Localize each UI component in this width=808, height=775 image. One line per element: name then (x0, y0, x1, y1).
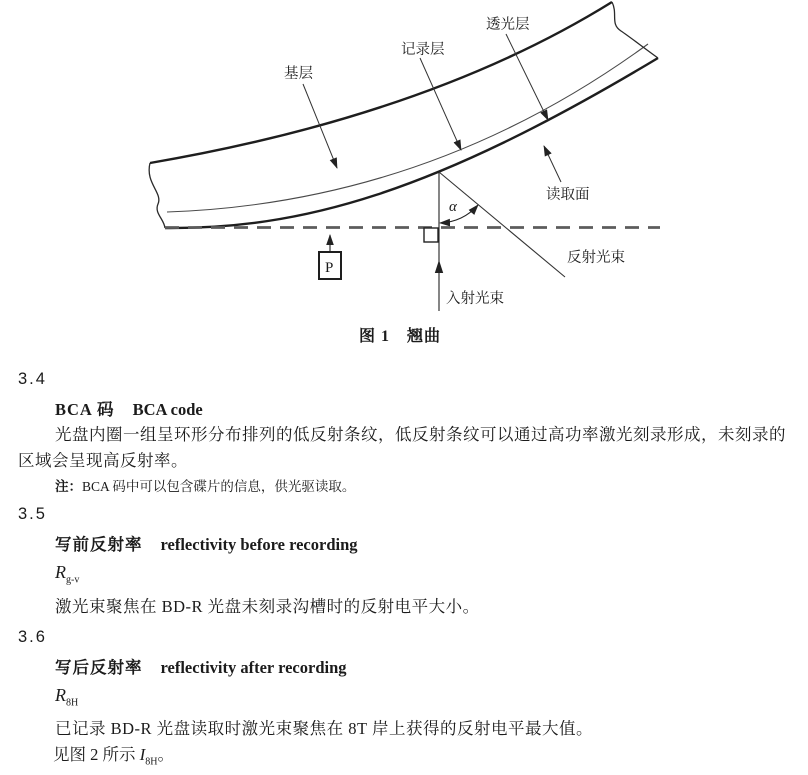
term-heading (55, 531, 792, 555)
term-heading (55, 396, 792, 420)
point-p-label: P (325, 260, 334, 276)
symbol-subscript: 8H (66, 697, 79, 709)
disc-right-break-edge (612, 2, 658, 58)
definition-text-line: 已记录 BD-R 光盘读取时激光束聚焦在 8T 岸上获得的反射电平最大值。 (55, 719, 593, 739)
see-symbol-base: I (139, 745, 146, 765)
term-english: reflectivity before recording (160, 535, 358, 554)
symbol-line (55, 561, 792, 592)
section-3-4 (18, 370, 792, 497)
note-label: 注： (55, 479, 82, 494)
see-figure-line (53, 742, 792, 775)
cover-layer-leader (506, 34, 548, 120)
disc-top-curve (150, 2, 612, 163)
symbol-line (55, 684, 792, 715)
reading-surface-label: 读取面 (546, 187, 590, 203)
warp-diagram-svg (0, 0, 808, 356)
base-layer-label: 基层 (284, 66, 313, 82)
term-english: BCA code (132, 400, 203, 419)
clause-number: 3.5 (18, 505, 47, 523)
reflected-beam-label: 反射光束 (567, 250, 625, 266)
term-chinese: BCA 码 (55, 400, 115, 419)
definition-text-line: 区域会呈现高反射率。 (18, 451, 188, 470)
disc-left-break-edge (149, 163, 165, 228)
figure-warp-diagram (0, 0, 808, 356)
note-line (55, 477, 792, 497)
section-3-5 (18, 505, 792, 620)
clause-number: 3.4 (18, 370, 47, 388)
cover-layer-label: 透光层 (486, 17, 530, 33)
figure-caption: 图 1 翘曲 (358, 328, 442, 345)
term-chinese: 写后反射率 (55, 657, 143, 677)
see-figure-suffix: 。 (157, 745, 175, 765)
symbol-base: R (55, 562, 66, 582)
definitions-text-block (0, 356, 808, 775)
base-layer-leader (303, 84, 337, 168)
reference-point-p (319, 235, 341, 279)
section-3-6 (18, 628, 792, 775)
term-heading (55, 654, 792, 678)
symbol-base: R (55, 684, 66, 705)
see-symbol-subscript: 8H (145, 756, 158, 768)
reading-surface-leader (544, 146, 561, 182)
term-chinese: 写前反射率 (55, 535, 143, 554)
incident-beam-arrowhead (435, 260, 443, 273)
recording-layer-label: 记录层 (401, 42, 445, 58)
clause-number: 3.6 (18, 627, 47, 646)
recording-layer-leader (420, 58, 461, 150)
definition-text-line: 激光束聚焦在 BD-R 光盘未刻录沟槽时的反射电平大小。 (55, 596, 480, 616)
angle-alpha-label: α (449, 199, 457, 215)
incident-beam-label: 入射光束 (446, 291, 504, 307)
note-text: BCA 码中可以包含碟片的信息，供光驱读取。 (82, 479, 356, 494)
term-english: reflectivity after recording (160, 657, 347, 677)
symbol-subscript: g-v (66, 574, 80, 586)
see-figure-prefix: 见图 2 所示 (53, 745, 140, 765)
angle-alpha-arc (440, 205, 478, 223)
right-angle-square (424, 228, 438, 242)
definition-text-line: 光盘内圈一组呈环形分布排列的低反射条纹，低反射条纹可以通过高功率激光刻录形成，未刻录的 (55, 425, 786, 444)
